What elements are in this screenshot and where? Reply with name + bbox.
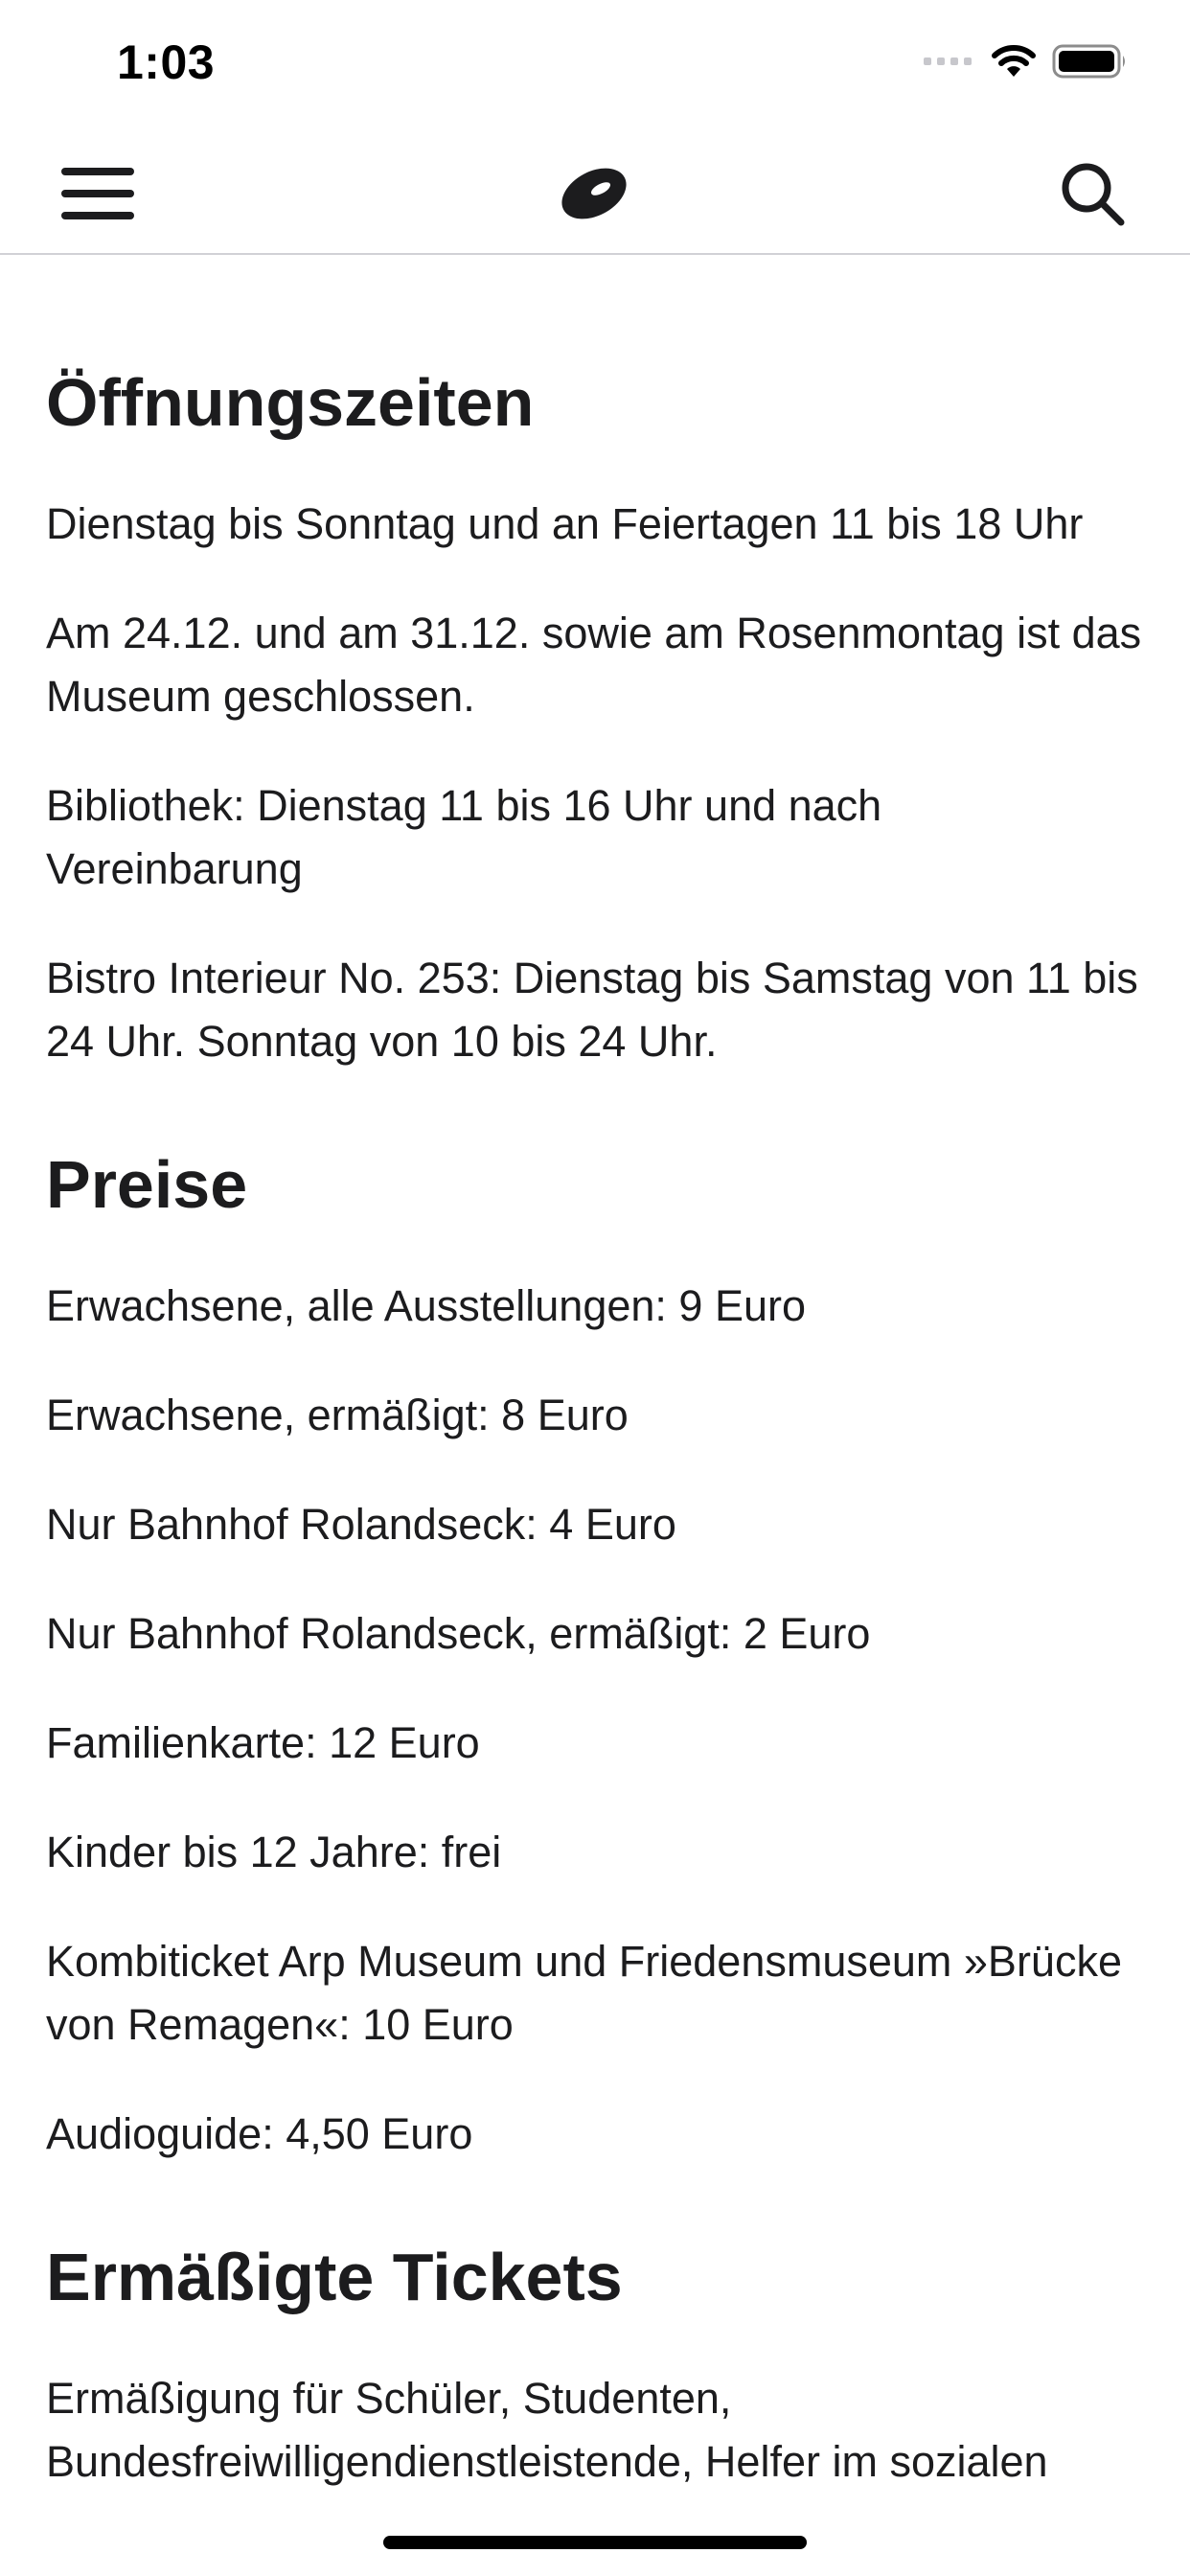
- opening-hours-text: Dienstag bis Sonntag und an Feiertagen 11 bis 18 Uhr: [46, 499, 1084, 548]
- reduced-tickets-heading: Ermäßigte Tickets: [46, 2240, 623, 2314]
- page-content: [46, 255, 1144, 2494]
- price-item: Audioguide: 4,50 Euro: [46, 2109, 473, 2158]
- status-bar: [0, 0, 1190, 126]
- library-hours-text: Bibliothek: Dienstag 11 bis 16 Uhr und nach Vereinbarung: [46, 781, 882, 893]
- prices-heading: Preise: [46, 1147, 248, 1222]
- price-item: Erwachsene, ermäßigt: 8 Euro: [46, 1391, 629, 1439]
- price-item: Nur Bahnhof Rolandseck, ermäßigt: 2 Euro: [46, 1609, 871, 1658]
- price-item: Familienkarte: 12 Euro: [46, 1718, 480, 1767]
- cellular-signal-icon: [924, 58, 972, 65]
- menu-button[interactable]: [59, 155, 136, 232]
- battery-icon: [1052, 43, 1129, 80]
- navigation-bar: [0, 126, 1190, 255]
- status-indicators: [924, 42, 1129, 80]
- hamburger-menu-icon: [61, 166, 134, 221]
- search-icon: [1059, 160, 1126, 227]
- price-item: Kinder bis 12 Jahre: frei: [46, 1828, 502, 1876]
- museum-logo-icon: [558, 165, 630, 222]
- museum-logo[interactable]: [556, 155, 632, 232]
- price-item: Nur Bahnhof Rolandseck: 4 Euro: [46, 1500, 676, 1549]
- price-item: Erwachsene, alle Ausstellungen: 9 Euro: [46, 1281, 806, 1330]
- status-time: 1:03: [117, 35, 216, 89]
- reduced-tickets-text: Ermäßigung für Schüler, Studenten, Bundesfreiwilligendienstleistende, Helfer im sozialen: [46, 2374, 1048, 2486]
- bistro-hours-text: Bistro Interieur No. 253: Dienstag bis Samstag von 11 bis 24 Uhr. Sonntag von 10 bis 24 Uhr.: [46, 954, 1138, 1066]
- closed-days-text: Am 24.12. und am 31.12. sowie am Rosenmontag ist das Museum geschlossen.: [46, 609, 1142, 721]
- home-indicator[interactable]: [383, 2536, 807, 2549]
- opening-hours-heading: Öffnungszeiten: [46, 365, 535, 440]
- search-button[interactable]: [1054, 155, 1131, 232]
- wifi-icon: [991, 44, 1037, 79]
- price-item: Kombiticket Arp Museum und Friedensmuseum »Brücke von Remagen«: 10 Euro: [46, 1937, 1122, 2049]
